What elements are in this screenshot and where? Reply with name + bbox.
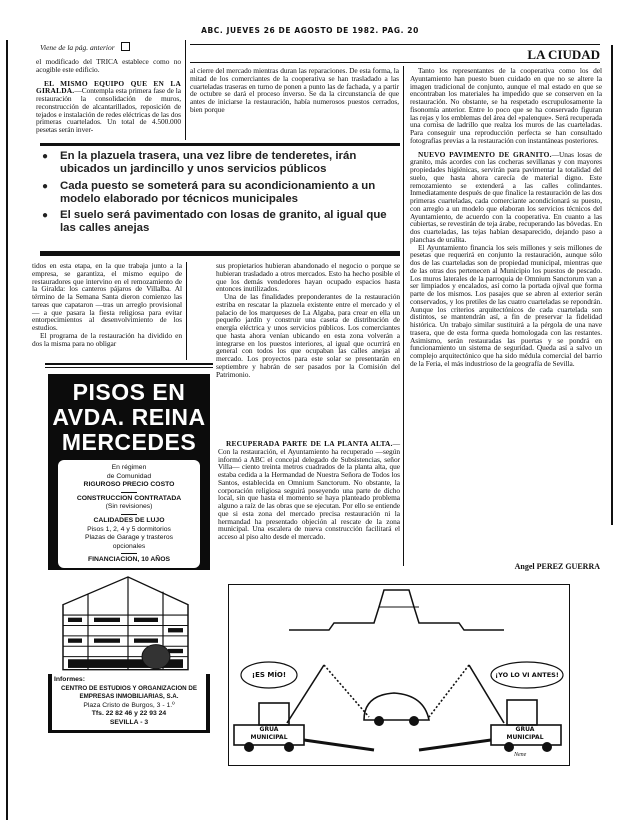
subhead: NUEVO PAVIMENTO DE GRANITO.	[418, 149, 552, 159]
cartoon	[228, 584, 570, 766]
ad-contact	[52, 674, 206, 730]
bullet-icon: ●	[42, 180, 49, 192]
highlight-text: En la plazuela trasera, una vez libre de tenderetes, irán ubicados un jardincillo y unos servicios públicos	[60, 150, 357, 176]
ad-headline: MERCEDES	[61, 429, 197, 455]
ad-line: En régimen	[111, 464, 147, 471]
subhead: EL MISMO EQUIPO QUE EN LA GIRALDA.	[36, 78, 181, 96]
ad-phone: Tfs. 22 82 46 y 22 93 24	[91, 710, 167, 718]
ad-line: CALIDADES DE LUJO	[93, 516, 165, 524]
highlights-top-rule	[40, 143, 400, 146]
ad-line: Pisos 1, 2, 4 y 5 dormitorios	[87, 525, 171, 533]
ad-info-label: Informes:	[54, 675, 85, 683]
paragraph: El programa de la restauración ha dividido en dos la misma para no obligar	[32, 330, 182, 348]
ad-company: EMPRESAS INMOBILIARIAS, S.A.	[79, 693, 179, 701]
ad-line: RIGUROSO PRECIO COSTO	[83, 481, 175, 489]
ad-headline: PISOS EN	[72, 379, 186, 405]
column-divider	[186, 262, 187, 360]
col2-top-text	[190, 67, 399, 114]
left-edge	[6, 40, 8, 820]
paragraph: sus propietarios hubieran abandonado el negocio o porque se hubieran trasladado a otros mercados. Esto ha hecho posible el que los demás vendedores hayan ocupado espacios hasta entonces inutilizados.	[216, 261, 400, 294]
ad-line: FINANCIACION, 10 AÑOS	[87, 556, 171, 564]
ad-line: (Sin revisiones)	[105, 503, 153, 511]
subhead: RECUPERADA PARTE DE LA PLANTA ALTA.	[226, 439, 393, 448]
paragraph: tidos en esta etapa, en la que trabaja junto a la empresa, se garantiza, el mismo equipo de restauradores que intervino en el remozamiento de la Giralda: los canteros pájaros de Villalba. Al término de la Semana Santa dieron comienzo las tareas que capataron —tras un arreglo provisional— a que pasara la fiesta religiosa para evitar entorpecimientos al desenvolvimiento de los estudios.	[32, 261, 182, 332]
highlights-bottom-rule	[40, 251, 400, 256]
ad-details	[58, 460, 200, 568]
paragraph: El Ayuntamiento financia los seis millones y seis millones de pesetas que requerirá en conjunto la restauración, aunque sólo dos de las cuarteladas son de propiedad municipal, mientras que de las otras dos pertenecen al Municipio los puestos de pescado. Los muros laterales de la parroquia de Omnium Sanctorum van a ser limpiados y encalados, así como la portada ojival que forma parte de los mismos. Los pasajes que se abren al exterior serán conservados, y los pretiles de las cuatro cuarteladas se repondrán. Aunque los criterios arquitectónicos de cada cuartelada son distintos, se mantendrán así, a fin de preservar la fidelidad histórica. Un trabajo similar sustituirá a la pérgola de una nave trasera, que de esta forma queda homologada con las restantes. Asimismo, serán restauradas las puertas y se pondrá en funcionamiento un sistema de seguridad. Queda así a salvo un complejo arquitectónico que ha sido médula comercial del barrio de la Feria, el más industrioso de la geografía de Sevilla.	[410, 242, 602, 368]
col1-mid-text	[32, 262, 182, 347]
ad-city: SEVILLA - 3	[109, 718, 149, 726]
section-title: LA CIUDAD	[527, 47, 600, 62]
continued-note	[40, 42, 130, 52]
col2-mid-text	[216, 262, 400, 378]
highlight-text: Cada puesto se someterá para su acondicionamiento a un modelo elaborado por técnicos municipales	[60, 179, 376, 205]
real-estate-ad	[48, 374, 210, 733]
paragraph: —Contempla esta primera fase de la restauración la consolidación de muros, reconstrucción de alcantarillados, reposición de tejados e instalación de redes eléctricas de las dos primeras cuartelados. Un total de 4.500.000 pesetas serán inver-	[36, 86, 181, 134]
box-icon	[121, 42, 130, 51]
paragraph: el modificado del TRICA establece como no acogible este edificio.	[36, 57, 181, 74]
ad-headline: AVDA. REINA	[52, 404, 206, 430]
ad-line: opcionales	[112, 542, 146, 550]
speech-text-left: ¡ES MÍO!	[251, 671, 287, 679]
ad-line: Plazas de Garage y trasteros	[84, 534, 174, 542]
col1-top-text	[36, 58, 181, 134]
cartoon-signature: Nene	[514, 752, 527, 758]
divider	[45, 367, 213, 368]
continued-label: Viene de la pág. anterior	[40, 43, 115, 52]
bullet-icon: ●	[42, 210, 49, 222]
ad-line: CONSTRUCCION CONTRATADA	[76, 494, 182, 502]
masthead: ABC. JUEVES 26 DE AGOSTO DE 1982. PAG. 20	[201, 26, 419, 35]
byline: Angel PEREZ GUERRA	[514, 562, 600, 571]
paragraph: Tanto los representantes de la cooperativa como los del Ayuntamiento han puesto buen cuidado en que no se altere la imagen tradicional de conjunto, aunque el mal estado en que se encontraban los materiales ha impedido que se conserven en la restauración. No obstante, se ha respetado escrupulosamente la fisonomía anterior. Entre lo poco que se ha conservado figuran las rejas y los emblemas del área del «palenque». Será recuperada una cornisa de ladrillo que realza los muros de las cuarteladas. Para conseguir una reproducción perfecta se han consultado fotografías previas a la restauración con instantáneas posteriores.	[410, 66, 602, 145]
building-illustration	[48, 570, 210, 674]
col2-bottom-text	[218, 440, 400, 541]
paragraph: al cierre del mercado mientras duran las reparaciones. De esta forma, la mitad de los comerciantes de la cooperativa se han trasladado a las cuarteladas traseras en turno de ponen a punto las de fachada, y a partir de octubre se dará el proceso inverso. Se da la circunstancia de que antes de iniciarse la restauración, había numerosos puestos cerrados, bien porque	[190, 66, 399, 114]
highlight-item	[42, 150, 398, 177]
bullet-icon: ●	[42, 151, 49, 162]
paragraph: —Con la restauración, el Ayuntamiento ha recuperado —según informó a ABC el concejal delegado de Subsistencias, señor Villa— ciento treinta metros cuadrados de la planta alta, que estaba cedida a la Hermandad de Nuestra Señora de Todos los Santos, establecida en Omnium Sanctorum. No obstante, la corporación religiosa seguirá poseyendo una parte de dicho local, sin que hasta el momento se haya planteado problema alguno a raíz de las obras que se ejecutan. Por ello se entiende que si esta zona del mercado precisa restauración ni la hermandad ha presentado objeción al rescate de la zona municipal. Una escalera de nueva construcción facilitará el acceso al piso alto desde el mercado.	[218, 439, 400, 541]
truck-label-left	[241, 726, 297, 742]
highlight-item	[42, 209, 398, 236]
ad-company: CENTRO DE ESTUDIOS Y ORGANIZACION DE	[61, 684, 197, 692]
divider	[45, 363, 213, 365]
speech-text-right: ¡YO LO VI ANTES!	[495, 671, 559, 679]
truck-label-right	[497, 726, 553, 742]
column-divider	[403, 66, 404, 566]
paragraph: Una de las finalidades preponderantes de la restauración estriba en rescatar la plazuela existente entre el mercado y el palacio de los marqueses de La Algaba, para crear en ella un pequeño jardín y construir una caseta de distribución de energía eléctrica y unos servicios públicos. Los comerciantes que hasta ahora venían ubicando en esta zona volverán a integrarse en los puestos interiores, al igual que ocurrirá en general con todos los que ocupaban las calles anejas al mercado. Los proyectos para este solar se presentarán en septiembre y habrán de ser pasados por la Comisión del Patrimonio.	[216, 292, 400, 379]
truck-label: GRUA	[259, 726, 279, 733]
column-divider	[185, 40, 186, 140]
highlights-box	[42, 150, 398, 239]
section-bottom-rule	[190, 62, 600, 63]
col3-text	[410, 67, 602, 368]
highlight-text: El suelo será pavimentado con losas de granito, al igual que las calles anejas	[60, 209, 387, 235]
truck-label: MUNICIPAL	[250, 734, 288, 741]
right-edge	[611, 45, 613, 525]
section-top-rule	[190, 44, 600, 45]
ad-address: Plaza Cristo de Burgos, 3 - 1.º	[83, 701, 175, 709]
truck-label: GRUA	[515, 726, 535, 733]
truck-label: MUNICIPAL	[506, 734, 544, 741]
ad-line: de Comunidad	[106, 472, 152, 480]
highlight-item	[42, 180, 398, 207]
paragraph: —Unas losas de granito, más acordes con las cocheras sevillanas y con mayores propiedades higiénicas, servirán para pavimentar la totalidad del suelo, que hasta ahora carecía de material digno. Este remozamiento se extenderá a las calles colindantes. Inmediatamente después de que finalice la restauración de las dos primeras cuarteladas, cada comerciante acondicionará su puesto, con arreglo a un modelo que elaboran los servicios técnicos del Ayuntamiento, de acuerdo con la cooperativa. En cuanto a las cubiertas, se revestirán de teja árabe, recuperando las bóvedas. En dos cuarteladas, las tejas habían desaparecido, dejando paso a planchas de uralita.	[410, 149, 602, 244]
